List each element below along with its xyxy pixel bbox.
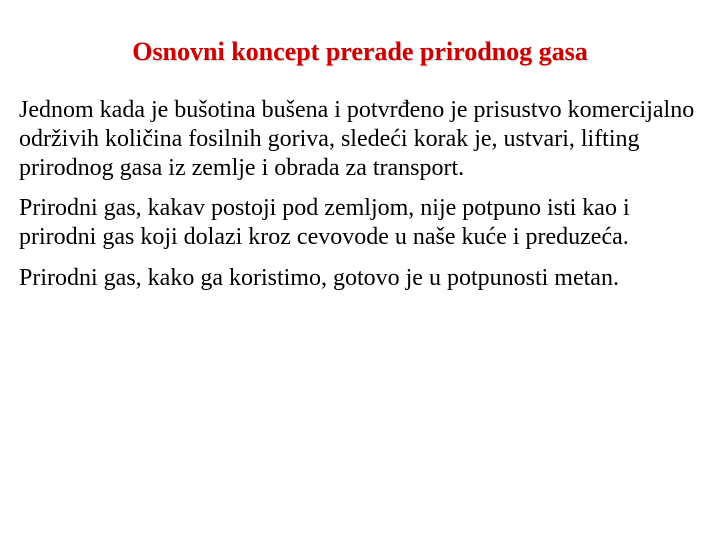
slide-title: Osnovni koncept prerade prirodnog gasa	[132, 37, 588, 66]
slide-body	[19, 96, 709, 305]
paragraph-1: Jednom kada je bušotina bušena i potvrđeno je prisustvo komercijalno održivih količina fosilnih goriva, sledeći korak je, ustvari, lifting prirodnog gasa iz zemlje i obrada za transport.	[19, 97, 695, 181]
paragraph-2: Prirodni gas, kakav postoji pod zemljom, nije potpuno isti kao i prirodni gas koji dolazi kroz cevovode u naše kuće i preduzeća.	[19, 195, 630, 251]
paragraph-3: Prirodni gas, kako ga koristimo, gotovo je u potpunosti metan.	[19, 264, 619, 291]
